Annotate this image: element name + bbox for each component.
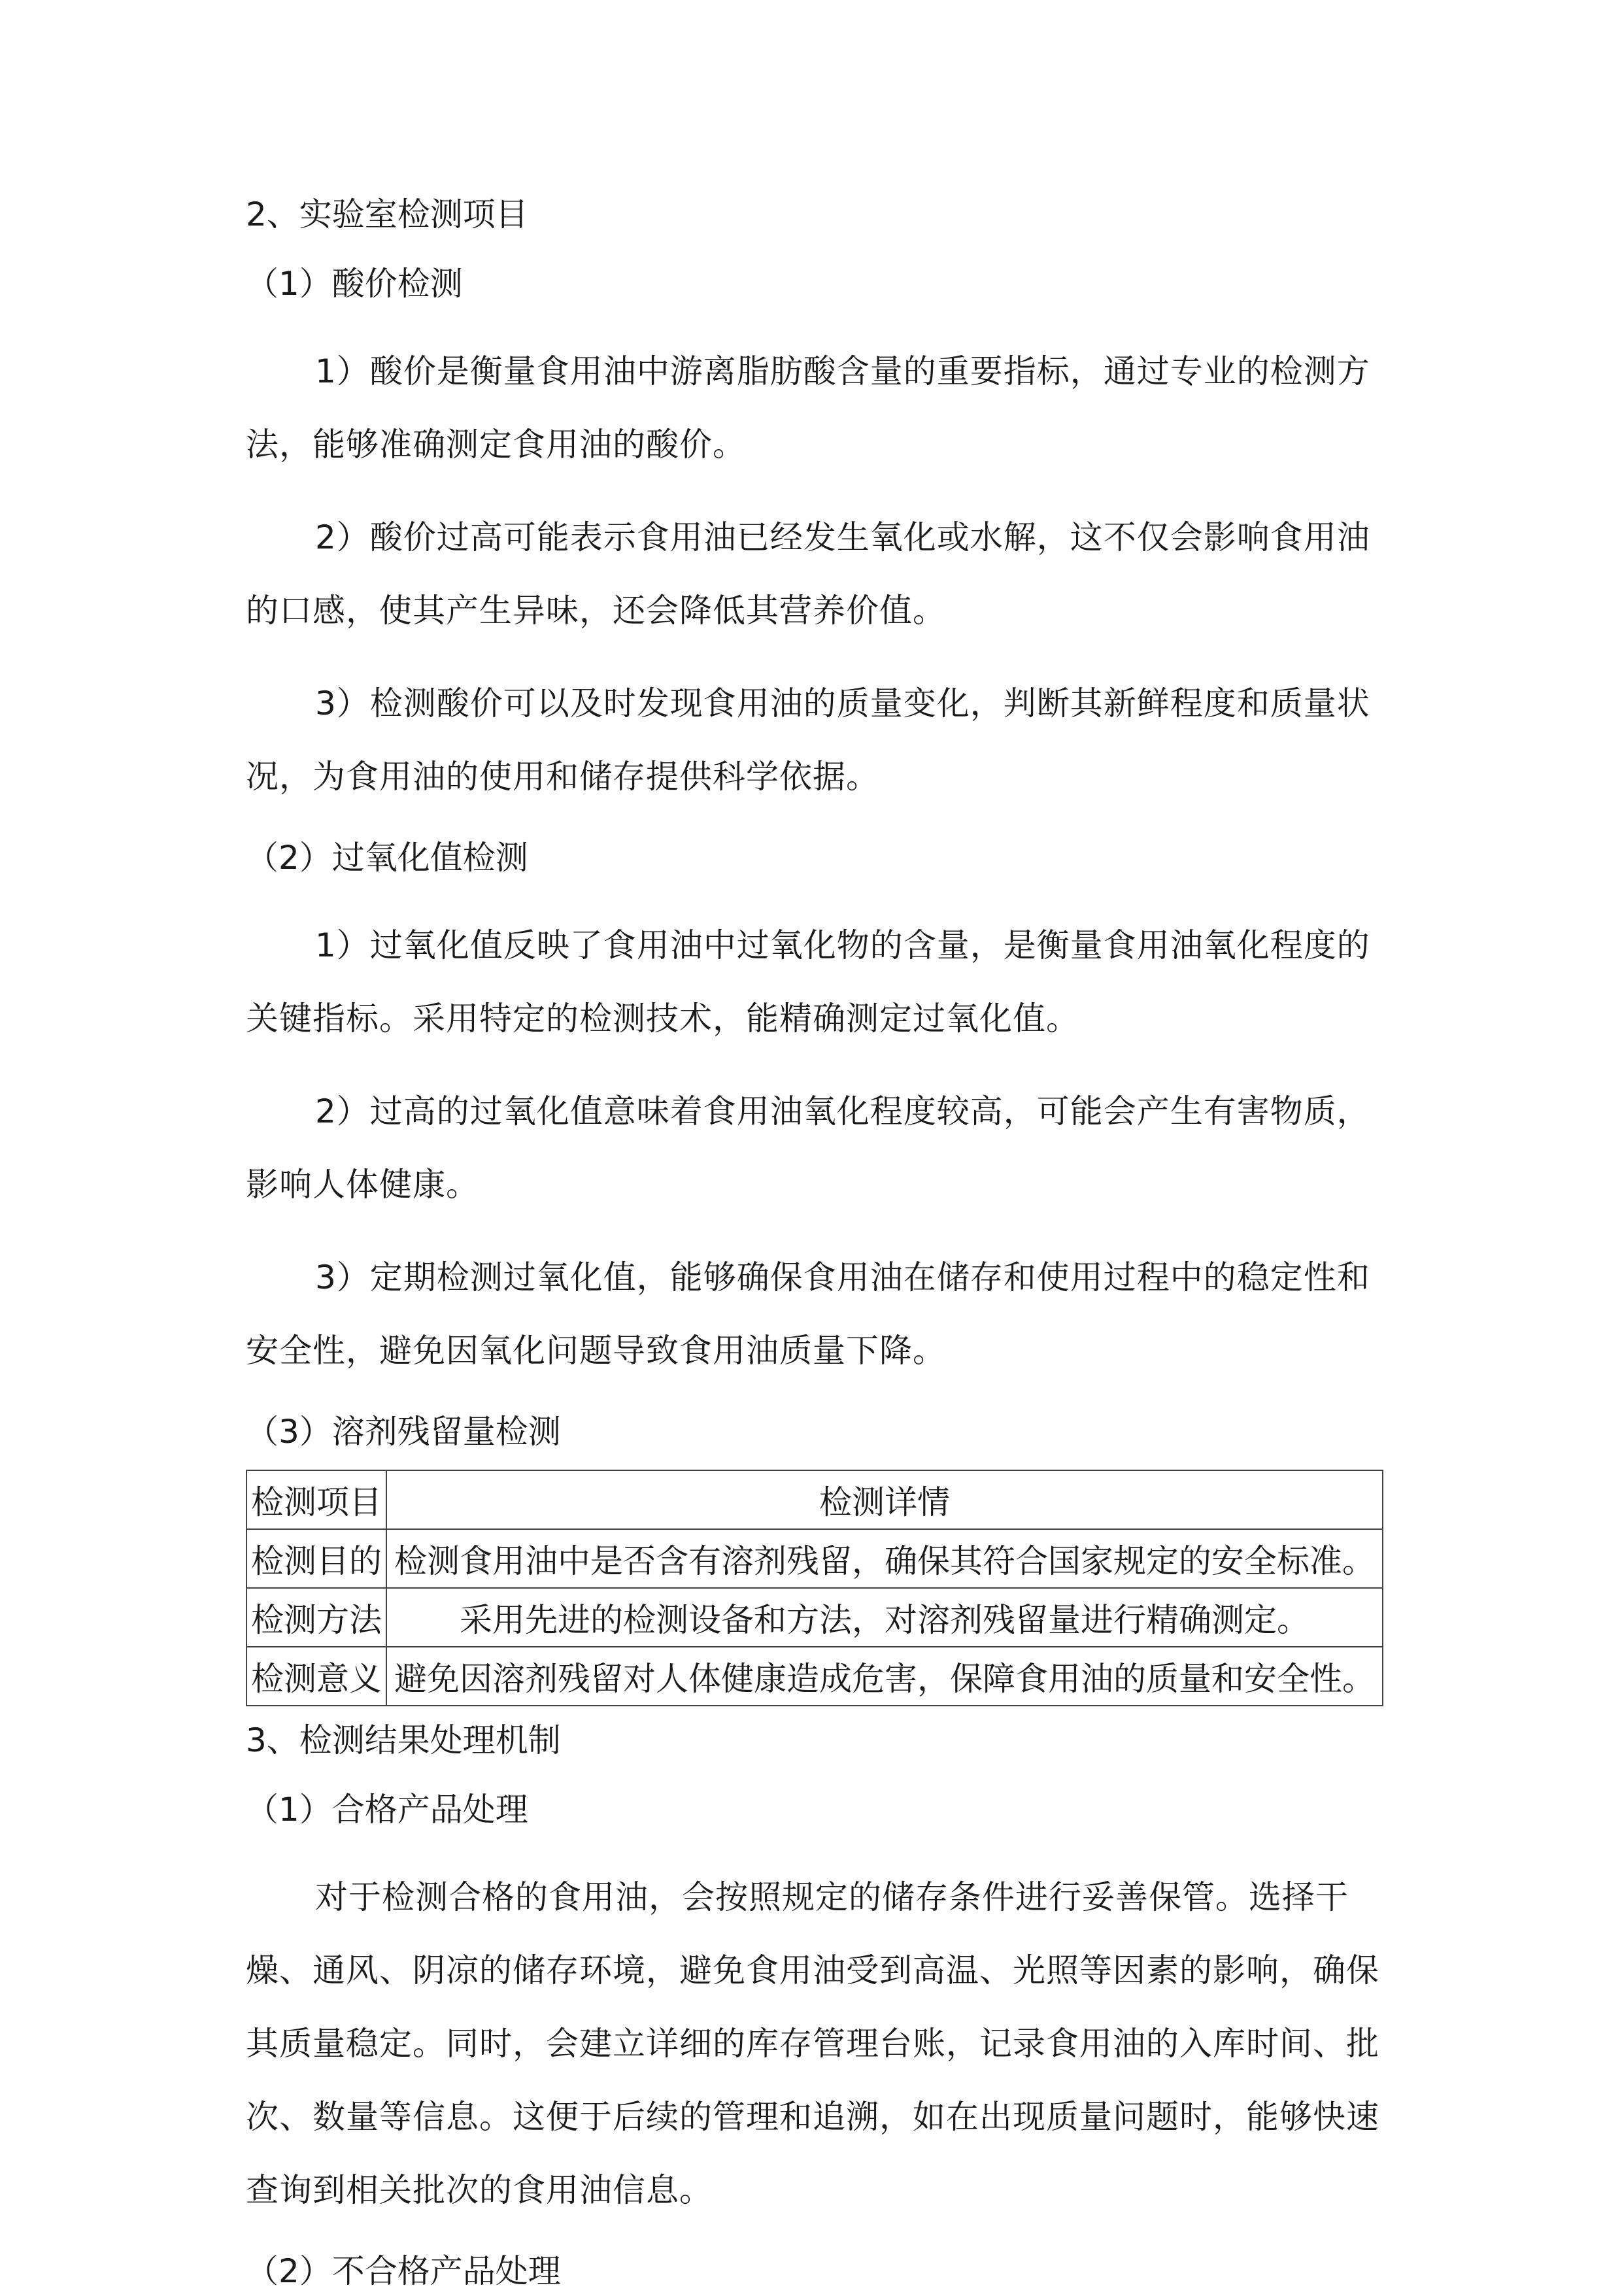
unqualified-product-heading: （2）不合格产品处理 [246,2252,561,2290]
table-row [246,1529,1383,1588]
peroxide-paragraph-3: 3）定期检测过氧化值，能够确保食用油在储存和使用过程中的稳定性和安全性，避免因氧化问题导致食用油质量下降。 [246,1258,1370,1370]
table-cell-detail: 检测食用油中是否含有溶剂残留，确保其符合国家规定的安全标准。 [386,1529,1383,1588]
table-row [246,1588,1383,1647]
acid-paragraph-2: 2）酸价过高可能表示食用油已经发生氧化或水解，这不仅会影响食用油的口感，使其产生异味，还会降低其营养价值。 [246,518,1370,630]
acid-paragraph-3: 3）检测酸价可以及时发现食用油的质量变化，判断其新鲜程度和质量状况，为食用油的使用和储存提供科学依据。 [246,684,1370,796]
peroxide-paragraph-2: 2）过高的过氧化值意味着食用油氧化程度较高，可能会产生有害物质，影响人体健康。 [246,1092,1370,1204]
table-header-row [246,1470,1383,1529]
qualified-product-paragraph: 对于检测合格的食用油，会按照规定的储存条件进行妥善保管。选择干燥、通风、阴凉的储存环境，避免食用油受到高温、光照等因素的影响，确保其质量稳定。同时，会建立详细的库存管理台账，记录食用油的入库时间、批次、数量等信息。这便于后续的管理和追溯，如在出现质量问题时，能够快速查询到相关批次的食用油信息。 [246,1878,1379,2209]
table-cell-label: 检测目的 [246,1529,386,1588]
table-header-cell: 检测项目 [246,1470,386,1529]
table-cell-detail: 避免因溶剂残留对人体健康造成危害，保障食用油的质量和安全性。 [386,1647,1383,1706]
acid-paragraph-1: 1）酸价是衡量食用油中游离脂肪酸含量的重要指标，通过专业的检测方法，能够准确测定食用油的酸价。 [246,352,1370,464]
peroxide-paragraph-1: 1）过氧化值反映了食用油中过氧化物的含量，是衡量食用油氧化程度的关键指标。采用特定的检测技术，能精确测定过氧化值。 [246,926,1370,1038]
section-3-title: 3、检测结果处理机制 [246,1721,561,1759]
table-cell-label: 检测方法 [246,1588,386,1647]
peroxide-heading: （2）过氧化值检测 [246,839,528,877]
solvent-residue-heading: （3）溶剂残留量检测 [246,1413,561,1451]
table-header-cell: 检测详情 [386,1470,1383,1529]
acid-value-heading: （1）酸价检测 [246,265,463,303]
document-page [246,190,1383,2296]
section-2-title: 2、实验室检测项目 [246,195,528,233]
table-cell-detail: 采用先进的检测设备和方法，对溶剂残留量进行精确测定。 [386,1588,1383,1647]
solvent-residue-table [246,1470,1383,1706]
table-cell-label: 检测意义 [246,1647,386,1706]
qualified-product-heading: （1）合格产品处理 [246,1791,528,1829]
table-row [246,1647,1383,1706]
